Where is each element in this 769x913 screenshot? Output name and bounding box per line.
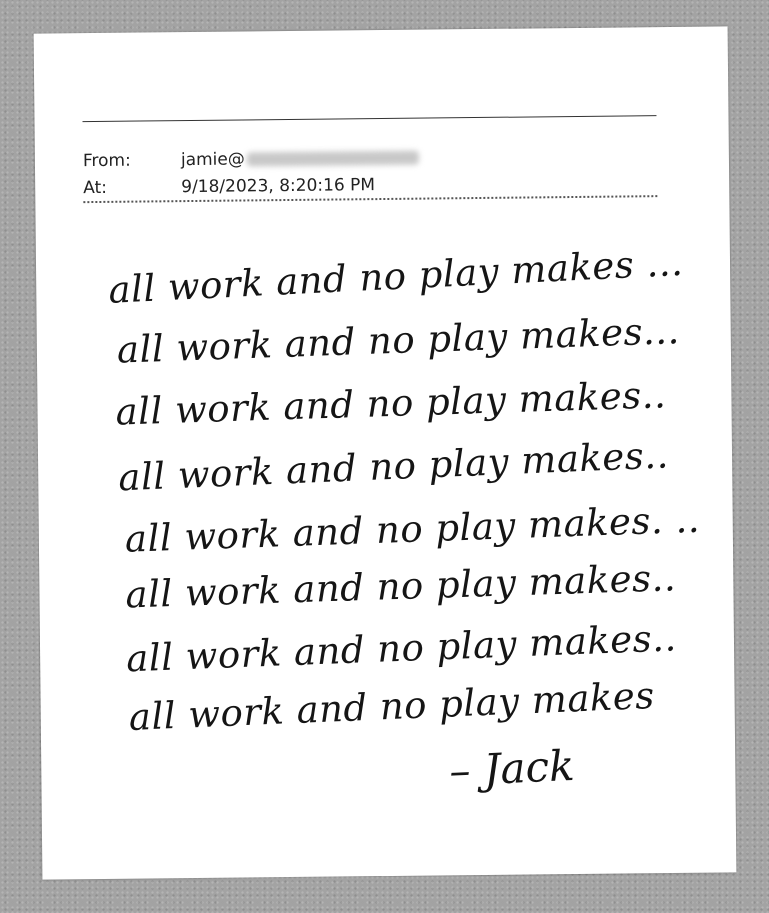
at-timestamp: 9/18/2023, 8:20:16 PM [181, 175, 376, 198]
handwritten-line: all work and no play makes.. [124, 556, 677, 617]
from-label: From: [82, 150, 131, 172]
printed-note [34, 26, 737, 879]
handwritten-line: all work and no play makes.. [114, 373, 667, 434]
at-label: At: [83, 177, 108, 199]
handwritten-line: all work and no play makes [127, 673, 656, 739]
handwritten-line: all work and no play makes. .. [124, 497, 701, 561]
handwritten-line: all work and no play makes... [116, 309, 681, 372]
handwritten-line: all work and no play makes ... [107, 240, 685, 312]
handwritten-note [34, 26, 737, 879]
handwritten-line: all work and no play makes.. [125, 616, 678, 681]
handwritten-line: all work and no play makes.. [117, 433, 670, 500]
from-value: jamie@ [180, 149, 245, 171]
signature: – Jack [448, 740, 576, 796]
